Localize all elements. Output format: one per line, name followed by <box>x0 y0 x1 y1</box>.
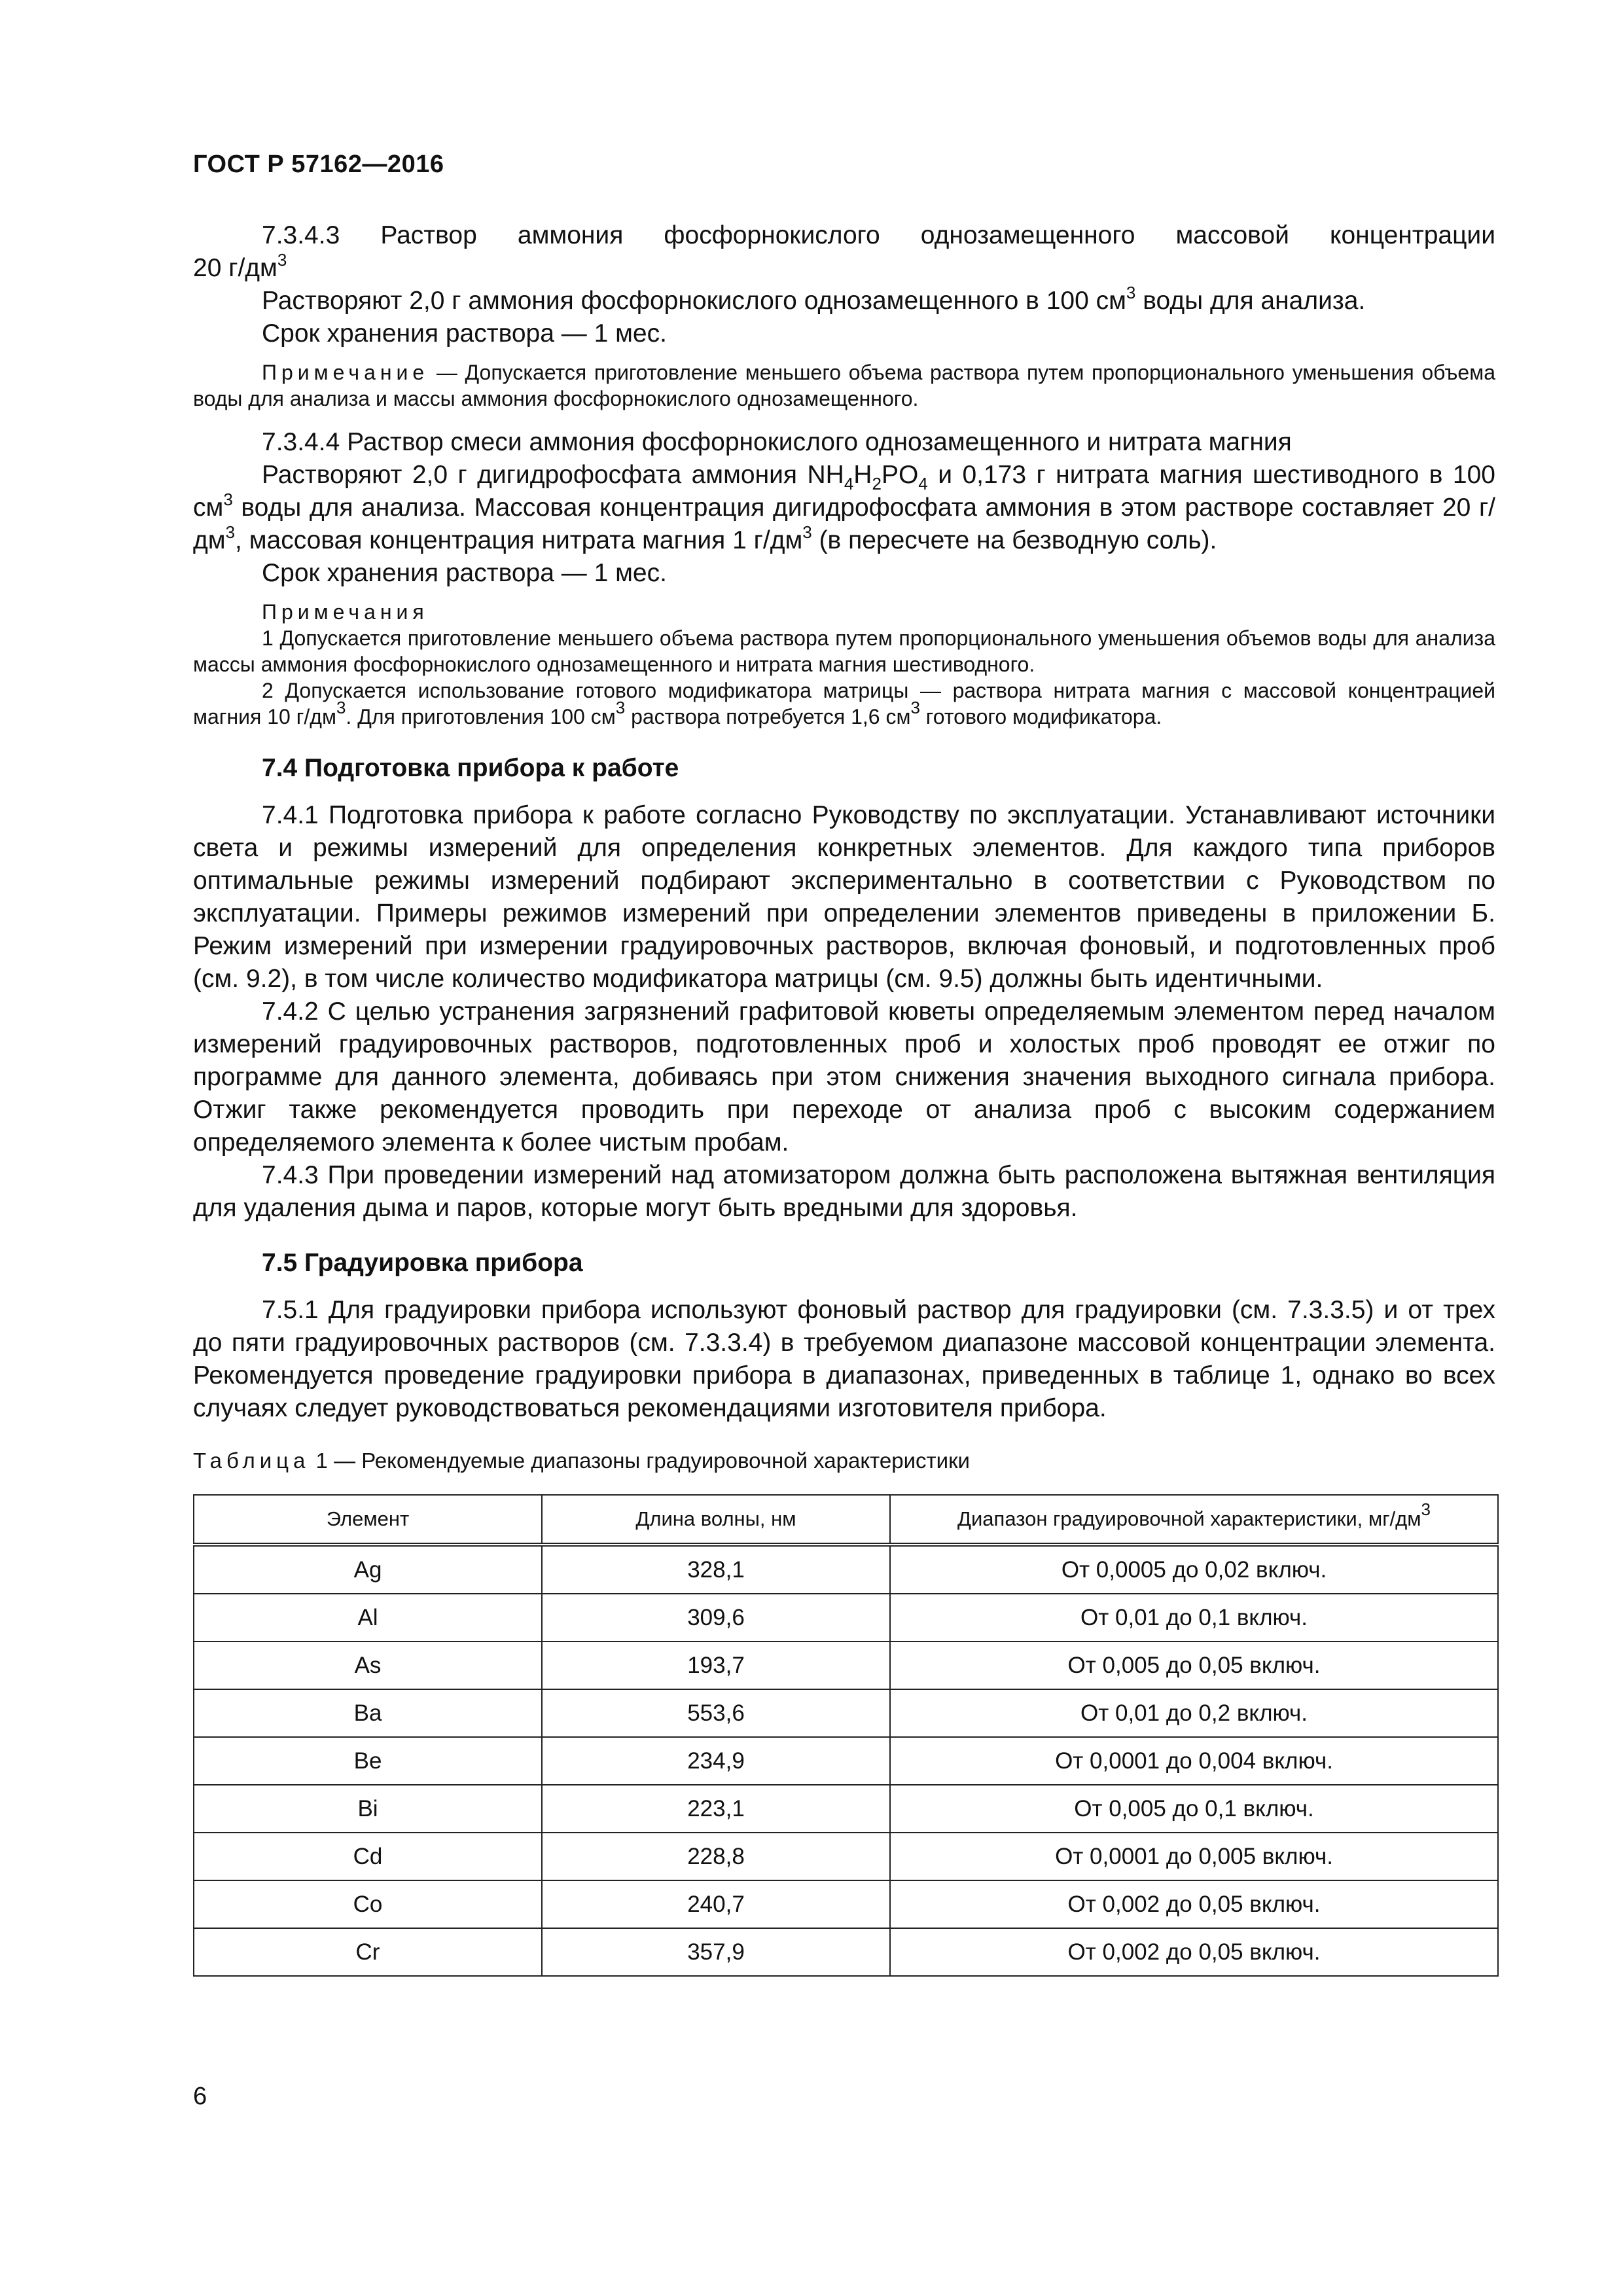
section-7343-heading-cont <box>193 252 1495 285</box>
section-7344-method <box>193 459 1495 557</box>
cell-range: От 0,01 до 0,1 включ. <box>890 1594 1498 1641</box>
page-number: 6 <box>193 2083 207 2110</box>
paragraph-743: 7.4.3 При проведении измерений над атомизатором должна быть расположена вытяжная вентиляция для удаления дыма и паров, которые могут быть вредными для здоровья. <box>193 1161 1495 1222</box>
note-text: — Допускается приготовление меньшего объема раствора путем пропорционального уменьшения объема воды для анализа и массы аммония фосфорнокислого однозамещенного. <box>193 361 1495 410</box>
cell-element: Ba <box>194 1689 542 1737</box>
cell-range: От 0,0001 до 0,004 включ. <box>890 1737 1498 1785</box>
note-label: Примечание <box>262 361 429 384</box>
method-text: Растворяют 2,0 г аммония фосфорнокислого однозамещенного в 100 см <box>262 287 1126 315</box>
formula-part: H <box>853 461 872 489</box>
cell-element: Al <box>194 1594 542 1641</box>
table-row <box>194 1737 1498 1785</box>
section-75-title: 7.5 Градуировка прибора <box>262 1249 583 1277</box>
cell-wavelength: 228,8 <box>542 1833 890 1880</box>
cell-element: Be <box>194 1737 542 1785</box>
cell-element: Ag <box>194 1545 542 1594</box>
paragraph-741: 7.4.1 Подготовка прибора к работе согласно Руководству по эксплуатации. Устанавливают источники света и режимы измерений для определения конкретных элементов. Для каждого типа приборов оптимальные режимы измерений подбирают экспериментально в соответствии с Руководством по эксплуатации. Примеры режимов измерений при определении элементов приведены в приложении Б. Режим измерений при измерении градуировочных растворов, включая фоновый, и подготовленных проб (см. 9.2), в том числе количество модификатора матрицы (см. 9.5) должны быть идентичными. <box>193 801 1495 993</box>
cell-wavelength: 328,1 <box>542 1545 890 1594</box>
section-74 <box>193 752 1495 1225</box>
method-text-end: воды для анализа. <box>1135 287 1366 315</box>
table-caption-text: 1 — Рекомендуемые диапазоны градуировочной характеристики <box>310 1448 970 1473</box>
section-74-title: 7.4 Подготовка прибора к работе <box>262 754 679 782</box>
table-1-block <box>193 1447 1495 1977</box>
note-text: 2 Допускается использование готового модификатора матрицы — раствора нитрата магния с массовой концентрацией магния 10 г/дм <box>193 679 1495 728</box>
superscript: 3 <box>223 490 233 509</box>
method-text: воды для анализа. Массовая концентрация дигидрофосфата аммония в этом растворе составляет 20 г/дм <box>193 493 1495 554</box>
section-7343-heading: 7.3.4.3 Раствор аммония фосфорнокислого однозамещенного массовой концентрации <box>262 221 1495 249</box>
table-row <box>194 1594 1498 1641</box>
subscript: 4 <box>918 474 928 493</box>
note-1: 1 Допускается приготовление меньшего объема раствора путем пропорционального уменьшения объемов воды для анализа массы аммония фосфорнокислого однозамещенного и нитрата магния шестиводного. <box>193 626 1495 676</box>
note-text: готового модификатора. <box>919 705 1162 728</box>
cell-wavelength: 553,6 <box>542 1689 890 1737</box>
paragraph-751: 7.5.1 Для градуировки прибора используют фоновый раствор для градуировки (см. 7.3.3.5) и от трех до пяти градуировочных растворов (см. 7.3.3.4) в требуемом диапазоне массовой концентрации элемента. Рекомендуется проведение градуировки прибора в диапазонах, приведенных в таблице 1, однако во всех случаях следует руководствоваться рекомендациями изготовителя прибора. <box>193 1296 1495 1422</box>
cell-wavelength: 234,9 <box>542 1737 890 1785</box>
superscript: 3 <box>910 698 920 717</box>
superscript: 3 <box>802 522 812 542</box>
table-row <box>194 1928 1498 1976</box>
cell-range: От 0,0001 до 0,005 включ. <box>890 1833 1498 1880</box>
calibration-ranges-table <box>193 1494 1499 1977</box>
cell-element: Cd <box>194 1833 542 1880</box>
superscript: 3 <box>277 250 287 270</box>
paragraph-742: 7.4.2 С целью устранения загрязнений графитовой кюветы определяемым элементом перед началом измерений градуировочных растворов, подготовленных проб и холостых проб проводят ее отжиг по программе для данного элемента, добиваясь при этом снижения значения выходного сигнала прибора. Отжиг также рекомендуется проводить при переходе от анализа проб с высоким содержанием определяемого элемента к более чистым пробам. <box>193 997 1495 1157</box>
cell-element: Bi <box>194 1785 542 1833</box>
table-caption-label: Таблица <box>193 1448 310 1473</box>
method-text: , массовая концентрация нитрата магния 1 г/дм <box>235 526 803 554</box>
section-7343-note <box>193 359 1495 412</box>
section-7344 <box>193 426 1495 730</box>
method-text: (в пересчете на безводную соль). <box>812 526 1217 554</box>
table-row <box>194 1785 1498 1833</box>
note-text: . Для приготовления 100 см <box>346 705 616 728</box>
method-text: Растворяют 2,0 г дигидрофосфата аммония NH <box>262 461 844 489</box>
section-7344-heading: 7.3.4.4 Раствор смеси аммония фосфорнокислого однозамещенного и нитрата магния <box>262 428 1292 456</box>
cell-wavelength: 309,6 <box>542 1594 890 1641</box>
standard-header: ГОСТ Р 57162—2016 <box>193 151 444 178</box>
table-row <box>194 1833 1498 1880</box>
cell-range: От 0,0005 до 0,02 включ. <box>890 1545 1498 1594</box>
cell-element: As <box>194 1641 542 1689</box>
section-7344-storage: Срок хранения раствора — 1 мес. <box>262 559 667 587</box>
cell-wavelength: 223,1 <box>542 1785 890 1833</box>
table-caption <box>193 1447 1495 1475</box>
superscript: 3 <box>1421 1499 1431 1519</box>
table-row <box>194 1545 1498 1594</box>
cell-wavelength: 357,9 <box>542 1928 890 1976</box>
cell-range: От 0,002 до 0,05 включ. <box>890 1928 1498 1976</box>
method-text: и 0,173 г нитрата магния шестиводного в 100 см <box>193 461 1495 522</box>
cell-element: Co <box>194 1880 542 1928</box>
table-row <box>194 1689 1498 1737</box>
section-7343 <box>193 219 1495 412</box>
table-row <box>194 1641 1498 1689</box>
section-75 <box>193 1247 1495 1425</box>
cell-range: От 0,002 до 0,05 включ. <box>890 1880 1498 1928</box>
subscript: 2 <box>872 474 882 493</box>
formula-part: PO <box>881 461 919 489</box>
cell-range: От 0,005 до 0,05 включ. <box>890 1641 1498 1689</box>
section-7343-method <box>193 285 1495 317</box>
notes-label: Примечания <box>262 600 429 624</box>
superscript: 3 <box>615 698 626 717</box>
superscript: 3 <box>1126 283 1136 302</box>
superscript: 3 <box>225 522 236 542</box>
note-2 <box>193 677 1495 730</box>
cell-range: От 0,01 до 0,2 включ. <box>890 1689 1498 1737</box>
cell-wavelength: 193,7 <box>542 1641 890 1689</box>
concentration-text: 20 г/дм <box>193 254 277 282</box>
header-wavelength: Длина волны, нм <box>542 1495 890 1545</box>
cell-range: От 0,005 до 0,1 включ. <box>890 1785 1498 1833</box>
cell-wavelength: 240,7 <box>542 1880 890 1928</box>
subscript: 4 <box>844 474 854 493</box>
superscript: 3 <box>336 698 346 717</box>
cell-element: Cr <box>194 1928 542 1976</box>
header-range-text: Диапазон градуировочной характеристики, мг/дм <box>957 1507 1421 1530</box>
document-body <box>193 219 1495 1977</box>
header-range <box>890 1495 1498 1545</box>
header-element: Элемент <box>194 1495 542 1545</box>
note-text: раствора потребуется 1,6 см <box>625 705 911 728</box>
table-header-row <box>194 1495 1498 1545</box>
table-row <box>194 1880 1498 1928</box>
section-7343-storage: Срок хранения раствора — 1 мес. <box>262 319 667 348</box>
